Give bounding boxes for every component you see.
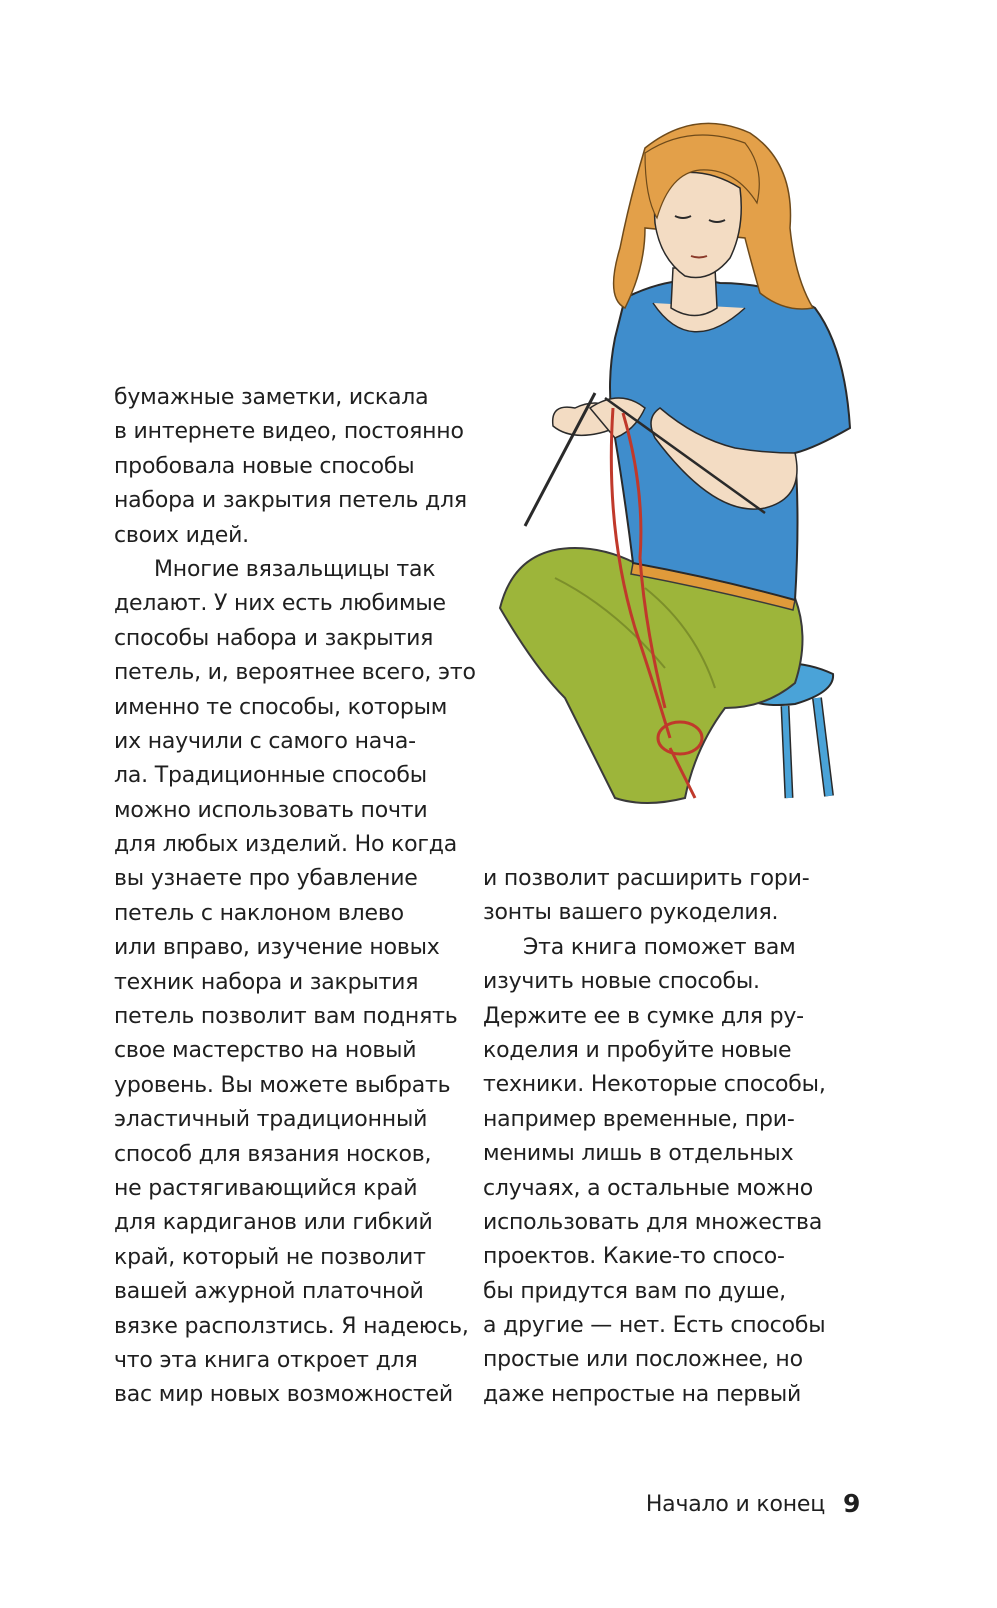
- right-text-column: [483, 862, 843, 1412]
- text-line: способы набора и закрытия: [114, 625, 434, 651]
- text-line: простые или посложнее, но: [483, 1347, 803, 1373]
- text-line: эластичный традиционный: [114, 1107, 428, 1133]
- text-line: бы придутся вам по душе,: [483, 1278, 786, 1304]
- chapter-title: Начало и конец: [645, 1492, 825, 1517]
- knitting-woman-illustration: [495, 108, 875, 828]
- shirt-shape: [610, 280, 850, 600]
- page-footer: [645, 1489, 861, 1518]
- text-line: петель позволит вам поднять: [114, 1004, 458, 1030]
- text-line: своих идей.: [114, 522, 249, 548]
- text-line: изучить новые способы.: [483, 969, 760, 995]
- text-line: петель с наклоном влево: [114, 900, 404, 926]
- text-line: делают. У них есть любимые: [114, 591, 446, 617]
- text-line: зонты вашего рукоделия.: [483, 900, 779, 926]
- text-line: даже непростые на первый: [483, 1381, 802, 1407]
- text-line: случаях, а остальные можно: [483, 1175, 814, 1201]
- text-line: их научили с самого нача-: [114, 728, 416, 754]
- text-line: петель, и, вероятнее всего, это: [114, 660, 476, 686]
- text-line: для кардиганов или гибкий: [114, 1210, 433, 1236]
- text-line: вас мир новых возможностей: [114, 1382, 453, 1408]
- text-line: что эта книга откроет для: [114, 1347, 418, 1373]
- text-line: свое мастерство на новый: [114, 1038, 417, 1064]
- text-line: использовать для множества: [483, 1209, 823, 1235]
- paragraph-start-line: Многие вязальщицы так: [154, 556, 436, 582]
- text-line: техники. Некоторые способы,: [483, 1072, 826, 1098]
- text-line: проектов. Какие-то спосо-: [483, 1244, 785, 1270]
- text-line: способ для вязания носков,: [114, 1141, 432, 1167]
- text-line: набора и закрытия петель для: [114, 488, 467, 514]
- page-number: 9: [843, 1489, 861, 1518]
- left-text-column: [114, 381, 474, 1413]
- text-line: пробовала новые способы: [114, 453, 415, 479]
- text-line: или вправо, изучение новых: [114, 935, 440, 961]
- text-line: вашей ажурной платочной: [114, 1279, 424, 1305]
- text-line: вязке расползтись. Я надеюсь,: [114, 1313, 469, 1339]
- text-line: Держите ее в сумке для ру-: [483, 1003, 804, 1029]
- text-line: ла. Традиционные способы: [114, 763, 427, 789]
- text-line: вы узнаете про убавление: [114, 866, 418, 892]
- text-line: техник набора и закрытия: [114, 969, 419, 995]
- text-line: можно использовать почти: [114, 797, 428, 823]
- text-line: а другие — нет. Есть способы: [483, 1313, 826, 1339]
- text-line: и позволит расширить гори-: [483, 866, 810, 891]
- text-line: не растягивающийся край: [114, 1175, 418, 1201]
- text-line: для любых изделий. Но когда: [114, 832, 458, 858]
- text-line: в интернете видео, постоянно: [114, 419, 464, 445]
- text-line: именно те способы, которым: [114, 694, 448, 720]
- text-line: менимы лишь в отдельных: [483, 1141, 794, 1167]
- text-line: коделия и пробуйте новые: [483, 1037, 792, 1063]
- paragraph-start-line: Эта книга поможет вам: [523, 934, 796, 960]
- text-line: бумажные заметки, искала: [114, 385, 429, 410]
- text-line: уровень. Вы можете выбрать: [114, 1072, 451, 1098]
- text-line: край, который не позволит: [114, 1244, 426, 1270]
- text-line: например временные, при-: [483, 1106, 795, 1132]
